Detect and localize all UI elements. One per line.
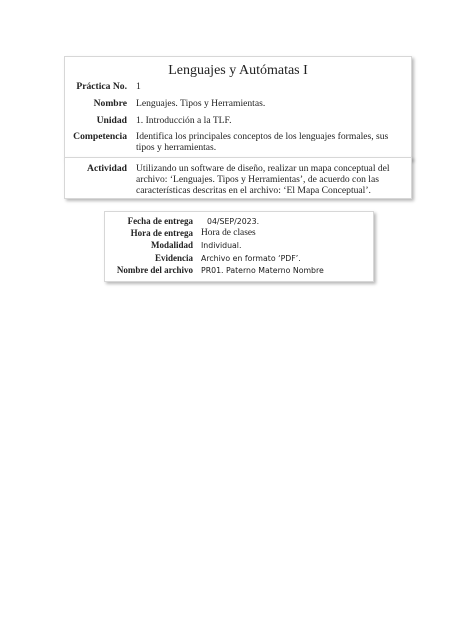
delivery-row-date xyxy=(105,216,373,227)
delivery-row-filename xyxy=(105,265,373,276)
delivery-row-evidence xyxy=(105,253,373,264)
activity-label: Actividad xyxy=(87,163,127,174)
unit-value: 1. Introducción a la TLF. xyxy=(136,115,232,126)
unit-label: Unidad xyxy=(96,115,127,126)
delivery-row-time xyxy=(105,228,373,239)
name-label: Nombre xyxy=(93,98,127,109)
evidence-value: Archivo en formato ‘PDF’. xyxy=(201,253,301,263)
activity-card xyxy=(64,157,412,199)
delivery-date-value: 04/SEP/2023. xyxy=(207,217,260,226)
delivery-time-value: Hora de clases xyxy=(201,228,256,239)
competence-label: Competencia xyxy=(73,131,127,142)
delivery-date-label: Fecha de entrega xyxy=(127,216,193,226)
competence-value: Identifica los principales conceptos de los lenguajes formales, sus tipos y herramientas. xyxy=(136,131,389,153)
evidence-label: Evidencia xyxy=(154,252,193,263)
delivery-time-label: Hora de entrega xyxy=(130,228,193,239)
activity-description: Utilizando un software de diseño, realizar un mapa conceptual del archivo: ‘Lenguajes. Tipos y Herramientas’, de acuerdo con las características descritas en el archivo: ‘El Mapa Conceptual’. xyxy=(136,163,390,196)
delivery-row-modality xyxy=(105,240,373,251)
modality-label: Modalidad xyxy=(150,240,193,251)
practice-number-value: 1 xyxy=(136,81,141,92)
name-value: Lenguajes. Tipos y Herramientas. xyxy=(136,98,266,109)
info-row-competence xyxy=(65,131,411,153)
document-title: Lenguajes y Autómatas I xyxy=(168,63,308,78)
practice-info-card xyxy=(64,56,412,160)
delivery-card xyxy=(104,211,374,282)
info-row-unit xyxy=(65,115,411,126)
filename-value: PR01. Paterno Materno Nombre xyxy=(201,265,324,275)
filename-label: Nombre del archivo xyxy=(116,264,193,275)
practice-number-label: Práctica No. xyxy=(76,81,127,92)
info-row-name xyxy=(65,98,411,109)
modality-value: Individual. xyxy=(201,241,242,251)
activity-row xyxy=(65,163,411,196)
info-row-practice-number xyxy=(65,81,411,92)
